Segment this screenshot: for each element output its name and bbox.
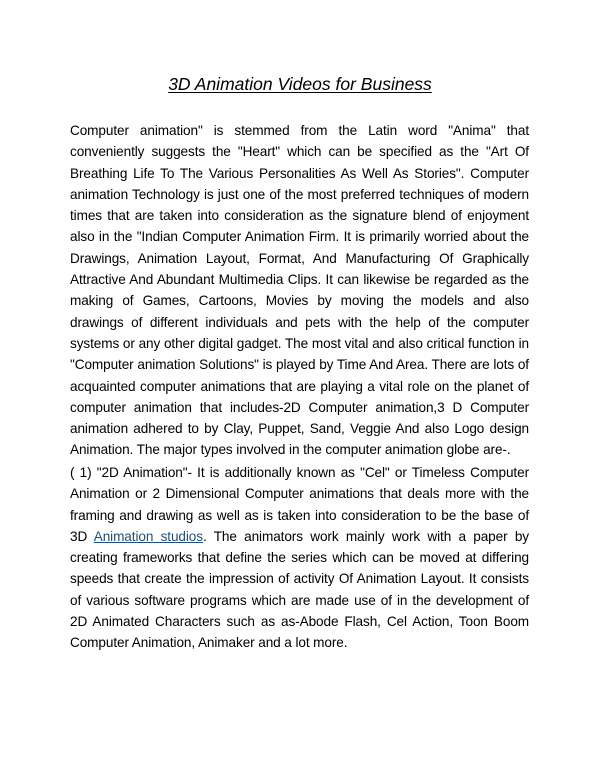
body-paragraph-2d-animation: [70, 462, 529, 654]
animation-studios-link[interactable]: Animation studios: [93, 528, 203, 544]
document-title: 3D Animation Videos for Business: [168, 74, 432, 94]
body-paragraph-intro: Computer animation" is stemmed from the Latin word "Anima" that conveniently suggests the "Heart" which can be specified as the "Art Of Breathing Life To The Various Personalities As Well As Stories". Computer animation Technology is just one of the most preferred techniques of modern times that are taken into consideration as the signature blend of enjoyment also in the "Indian Computer Animation Firm. It is primarily worried about the Drawings, Animation Layout, Format, And Manufacturing Of Graphically Attractive And Abundant Multimedia Clips. It can likewise be regarded as the making of Games, Cartoons, Movies by moving the models and also drawings of different individuals and pets with the help of the computer systems or any other digital gadget. The most vital and also critical function in "Computer animation Solutions" is played by Time And Area. There are lots of acquainted computer animations that are playing a vital role on the planet of computer animation that includes-2D Computer animation,3 D Computer animation adhered to by Clay, Puppet, Sand, Veggie And also Logo design Animation. The major types involved in the computer animation globe are-.: [70, 123, 529, 458]
paragraph-text-before-link: ( 1) "2D Animation"- It is additionally known as "Cel" or Timeless Computer Animation or 2 Dimensional Computer animations that deals more with the framing and drawing as well as is taken into consideration to be the base of 3D: [70, 465, 529, 544]
paragraph-text-after-link: . The animators work mainly work with a paper by creating frameworks that define the series which can be moved at differing speeds that create the impression of activity Of Animation Layout. It consists of various software programs which are made use of in the development of 2D Animated Characters such as as-Abode Flash, Cel Action, Toon Boom Computer Animation, Animaker and a lot more.: [70, 528, 529, 651]
